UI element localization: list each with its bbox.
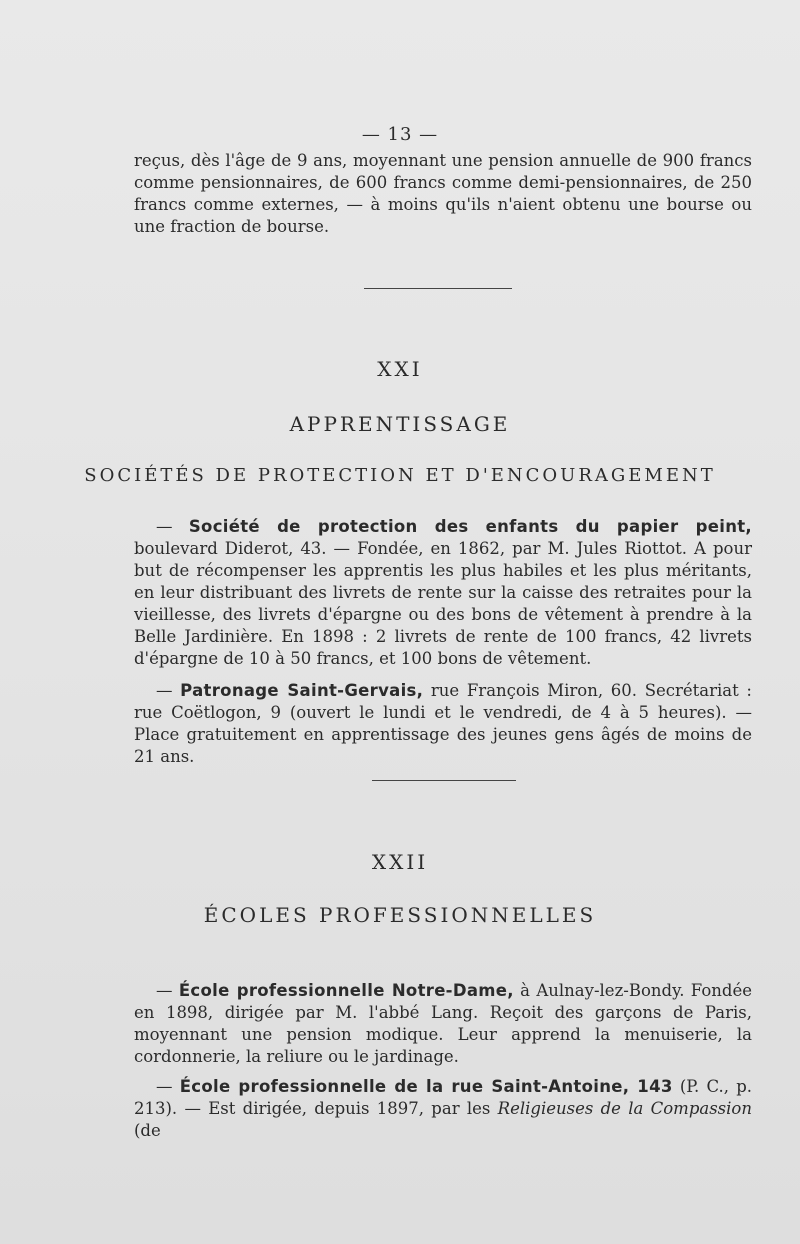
section-divider <box>372 780 516 781</box>
section-divider <box>364 288 512 289</box>
section-subtitle: SOCIÉTÉS DE PROTECTION ET D'ENCOURAGEMENT <box>84 465 716 486</box>
entry-text: (de <box>134 1121 161 1140</box>
entry-dash: — <box>156 681 181 700</box>
entry-italic-text: Religieuses de la Compassion <box>497 1099 752 1118</box>
section-numeral: XXI <box>377 357 423 381</box>
page-number: — 13 — <box>361 124 439 145</box>
entry-paragraph <box>134 680 752 768</box>
entry-dash: — <box>156 517 189 536</box>
entry-text: boulevard Diderot, 43. — Fondée, en 1862, par M. Jules Riottot. A pour but de récompenser les apprentis les plus habiles et les plus méritants, en leur distribuant des livrets de rente sur la caisse des retraites pour la vieillesse, des livrets d'épargne ou des bons de vêtement à prendre à la Belle Jardinière. En 1898 : 2 livrets de rente de 100 francs, 42 livrets d'épargne de 10 à 50 francs, et 100 bons de vêtement. <box>134 539 752 668</box>
section-numeral: XXII <box>371 850 429 874</box>
section-title: ÉCOLES PROFESSIONNELLES <box>203 903 597 927</box>
entry-text: (P. C., p. 213). — Est dirigée, depuis 1897, par les <box>134 1077 752 1118</box>
entry-text: à Aulnay-lez-Bondy. Fondée en 1898, dirigée par M. l'abbé Lang. Reçoit des garçons de Paris, moyennant une pension modique. Leur apprend la menuiserie, la cordonnerie, la reliure ou le jardinage. <box>134 981 752 1066</box>
entry-name: École professionnelle de la rue Saint-Antoine, 143 <box>179 1077 673 1096</box>
entry-paragraph <box>134 516 752 670</box>
entry-paragraph <box>134 980 752 1068</box>
entry-dash: — <box>156 981 179 1000</box>
entry-name: Société de protection des enfants du papier peint, <box>188 517 752 536</box>
entry-text: rue François Miron, 60. Secrétariat : rue Coëtlogon, 9 (ouvert le lundi et le vendredi, de 4 à 5 heures). — Place gratuitement en apprentissage des jeunes gens âgés de moins de 21 ans. <box>134 681 752 766</box>
section-title: APPRENTISSAGE <box>289 412 511 436</box>
entry-name: Patronage Saint-Gervais, <box>180 681 424 700</box>
intro-paragraph: reçus, dès l'âge de 9 ans, moyennant une pension annuelle de 900 francs comme pensionnaires, de 600 francs comme demi-pensionnaires, de 250 francs comme externes, — à moins qu'ils n'aient obtenu une bourse ou une fraction de bourse. <box>134 151 752 236</box>
entry-paragraph <box>134 1076 752 1142</box>
entry-name: École professionnelle Notre-Dame, <box>178 981 514 1000</box>
entry-dash: — <box>156 1077 180 1096</box>
